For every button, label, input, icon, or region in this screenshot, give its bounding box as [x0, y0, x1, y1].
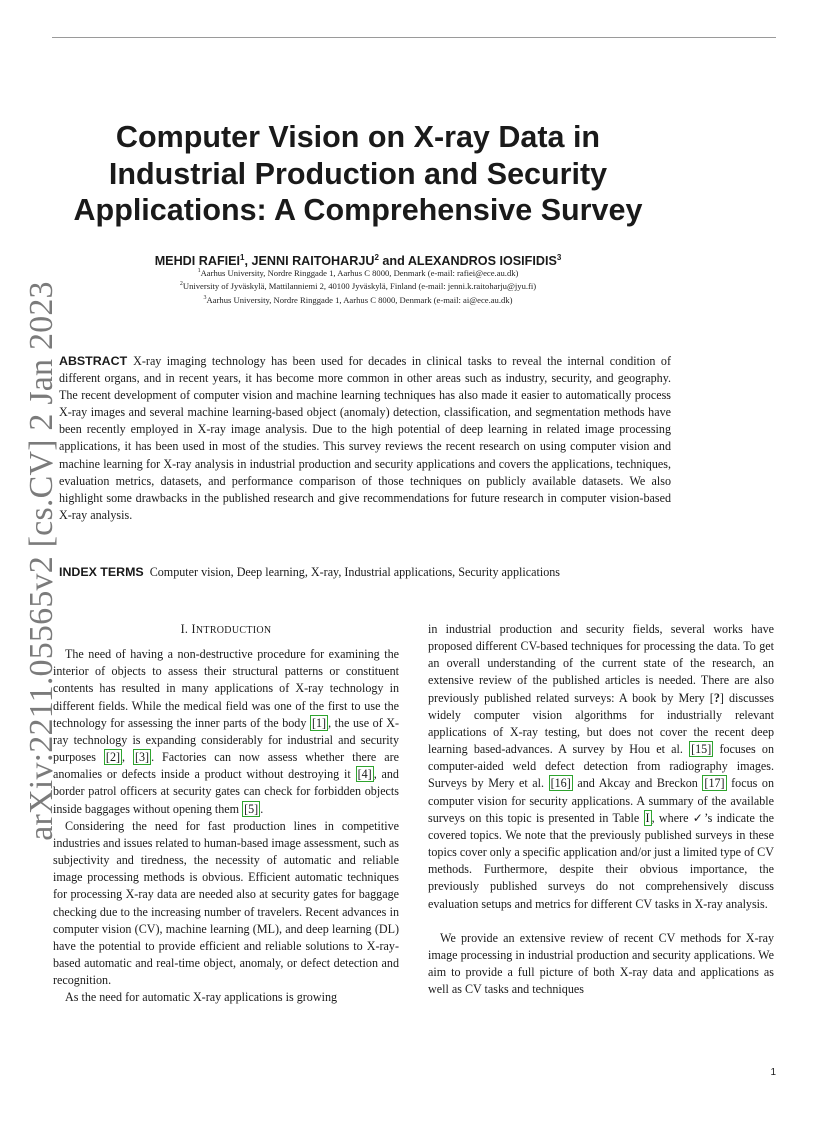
citation-link[interactable]: [15] [691, 742, 712, 757]
affiliation-mark: 1 [197, 268, 201, 274]
author-name: JENNI RAITOHARJU [251, 254, 375, 269]
text-run: ] discusses widely computer vision algorithms for industrially relevant applications of X-ray testing, but does not cover the recent deep learning based-advances. A survey by Hou et al. [428, 690, 774, 757]
text-run: focus on computer vision for security applications. A summary of the available surveys on this topic is presented in Table [428, 776, 775, 825]
left-column [53, 621, 399, 1006]
paper-title [52, 119, 664, 229]
title-line: Industrial Production and Security [108, 156, 608, 191]
text-run: , the use of X-ray technology is expanding considerably for industrial and security purposes [53, 715, 400, 765]
text-run: , [122, 750, 133, 765]
affiliations [52, 266, 664, 306]
citation-link[interactable]: [3] [134, 750, 150, 765]
index-terms-heading: INDEX TERMS [59, 565, 144, 579]
author-separator: and [378, 254, 408, 269]
affiliation-mark: 2 [179, 281, 183, 288]
affiliation-line [52, 279, 664, 292]
abstract-text: X-ray imaging technology has been used for decades in clinical tasks to reveal the internal condition of different organs, and in recent years, it has become more common in other areas such as industry, security, and geography. The recent development of computer vision and machine learning techniques has also made it easier to automatically process X-ray images and several machine learning-based object (anomaly) detection, classification, and segmentation methods have been recently employed in X-ray image analysis. Due to the high potential of deep learning in related image processing applications, it has been used in most of the studies. This survey reviews the recent research on using computer vision and machine learning for X-ray analysis in industrial production and security applications and covers the applications, techniques, evaluation metrics, datasets, and performance comparison of those techniques on publicly available datasets. We also highlight some drawbacks in the published research and give recommendations for future research in computer vision-based X-ray analysis. [59, 354, 671, 522]
page-number: 1 [770, 1067, 776, 1078]
author-separator: , [244, 254, 252, 269]
text-run: . [260, 801, 264, 816]
affiliation-text: Aarhus University, Nordre Ringgade 1, Aarhus C 8000, Denmark (e-mail: ai@ece.au.dk) [206, 294, 513, 305]
affiliation-text: University of Jyväskylä, Mattilanniemi 2, 40100 Jyväskylä, Finland (e-mail: jenni.k.raitoharju@jyu.fi) [182, 281, 537, 292]
text-run: The need of having a non-destructive procedure for examining the interior of objects to assess their structural patterns or constituent contents has resulted in many applications of X-ray technology in different fields. While the medical field was one of the first to use the technology for assessing the inner parts of the body [53, 647, 399, 730]
title-line: Computer Vision on X-ray Data in [115, 120, 601, 154]
missing-citation: ? [713, 690, 720, 705]
paragraph [428, 621, 774, 913]
index-terms [59, 564, 699, 581]
affiliation-line [52, 266, 664, 279]
text-run: , where ✓’s indicate the covered topics. We note that the previously published surveys in these topics cover only a specific application and/or just a limited type of CV methods. Furthermore, despite their obvious importance, the previously published surveys do not comprehensively discuss evaluation setups and metrics for different CV tasks in X-ray analysis. [428, 810, 774, 911]
citation-link[interactable]: [5] [244, 801, 259, 816]
citation-link[interactable]: [1] [311, 715, 327, 730]
citation-link[interactable]: [16] [550, 776, 571, 791]
section-heading [53, 621, 399, 639]
citation-link[interactable]: [2] [105, 750, 121, 765]
table-link[interactable]: I [645, 810, 650, 825]
text-run: in industrial production and security fields, several works have proposed different CV-based techniques for processing the data. To get an overall understanding of the current state of the research, an extensive review of the published articles is needed. There are also previously published related surveys: A book by Mery [ [428, 622, 774, 705]
affiliation-text: Aarhus University, Nordre Ringgade 1, Aarhus C 8000, Denmark (e-mail: rafiei@ece.au.dk) [200, 267, 519, 278]
section-title: NTRODUCTION [195, 625, 272, 636]
affiliation-line [52, 293, 664, 306]
author-name: MEHDI RAFIEI [154, 254, 241, 269]
abstract-heading: ABSTRACT [59, 354, 128, 368]
right-column [428, 621, 774, 998]
text-run: and Akcay and Breckon [572, 776, 703, 791]
title-line: Applications: A Comprehensive Survey [73, 193, 643, 227]
header-rule [52, 37, 776, 38]
arxiv-stamp: arXiv:2211.05565v2 [cs.CV] 2 Jan 2023 [23, 281, 60, 841]
paragraph [53, 646, 399, 818]
affiliation-mark: 3 [556, 253, 562, 262]
citation-link[interactable]: [17] [704, 776, 725, 791]
paragraph: As the need for automatic X-ray applications is growing [65, 990, 338, 1005]
citation-link[interactable]: [4] [357, 767, 372, 782]
section-numeral: I. I [180, 622, 196, 636]
author-name: ALEXANDROS IOSIFIDIS [407, 254, 557, 269]
paragraph: Considering the need for fast production lines in competitive industries and issues related to human-based image assessment, such as subjectivity and tiredness, the necessity of automatic and reliable image processing methods is obvious. Efficient automatic techniques for processing X-ray data are needed also at security gates for baggage checking due to the increasing number of travelers. Recent advances in computer vision (CV), machine learning (ML), and deep learning (DL) have the potential to provide efficient and reliable solutions to X-ray-based automatic and real-time object, anomaly, or defect detection and recognition. [53, 818, 399, 988]
abstract [59, 353, 671, 524]
affiliation-mark: 2 [374, 253, 379, 262]
text-run: focuses on computer-aided weld defect detection from radiography images. Surveys by Mery et al. [428, 742, 774, 791]
index-terms-text: Computer vision, Deep learning, X-ray, Industrial applications, Security applications [149, 565, 560, 579]
affiliation-mark: 1 [240, 253, 245, 262]
paragraph: We provide an extensive review of recent CV methods for X-ray image processing in industrial production and security applications. We aim to provide a full picture of both X-ray data and applications as well as CV tasks and techniques [428, 930, 774, 997]
text-run: . Factories can now assess whether there are anomalies or defects inside a product without destroying it [53, 750, 399, 782]
text-run: , and border patrol officers at security gates can check for forbidden objects inside baggages without opening them [53, 767, 399, 816]
affiliation-mark: 3 [203, 294, 207, 301]
